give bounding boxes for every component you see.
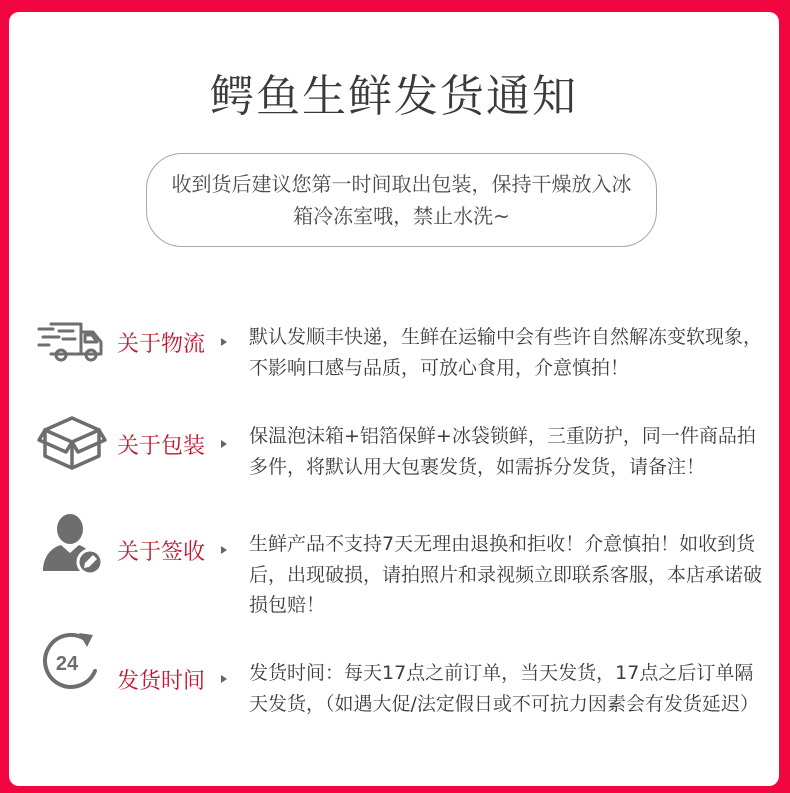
arrow-icon <box>221 546 227 554</box>
package-box-icon <box>37 408 107 478</box>
notice-card <box>9 12 779 786</box>
arrow-icon <box>221 338 227 346</box>
svg-text:24: 24 <box>55 653 79 675</box>
section-label: 关于包装 <box>117 434 206 459</box>
section-text: 生鲜产品不支持7天无理由退换和拒收！介意慎拍！如收到货后，出现破损，请拍照片和录视频立即联系客服，本店承诺破损包赔！ <box>249 533 763 616</box>
storage-notice-text: 收到货后建议您第一时间取出包装，保持干燥放入冰箱冷冻室哦，禁止水洗~ <box>171 172 632 228</box>
clock-24-icon <box>37 627 107 697</box>
section-label: 发货时间 <box>117 669 206 694</box>
section-text: 保温泡沫箱+铝箔保鲜+冰袋锁鲜，三重防护，同一件商品拍多件，将默认用大包裹发货，如需拆分发货，请备注！ <box>249 425 756 478</box>
user-sign-icon <box>37 509 107 579</box>
section-label: 关于物流 <box>117 332 206 357</box>
arrow-icon <box>221 440 227 448</box>
arrow-icon <box>221 675 227 683</box>
page-title: 鳄鱼生鲜发货通知 <box>210 71 578 122</box>
section-text: 发货时间：每天17点之前订单，当天发货，17点之后订单隔天发货，（如遇大促/法定假日或不可抗力因素会有发货延迟） <box>249 662 759 715</box>
delivery-truck-icon <box>37 308 107 378</box>
section-text: 默认发顺丰快递，生鲜在运输中会有些许自然解冻变软现象，不影响口感与品质，可放心食用，介意慎拍！ <box>249 326 763 379</box>
storage-notice <box>146 153 657 247</box>
section-label: 关于签收 <box>117 540 206 565</box>
